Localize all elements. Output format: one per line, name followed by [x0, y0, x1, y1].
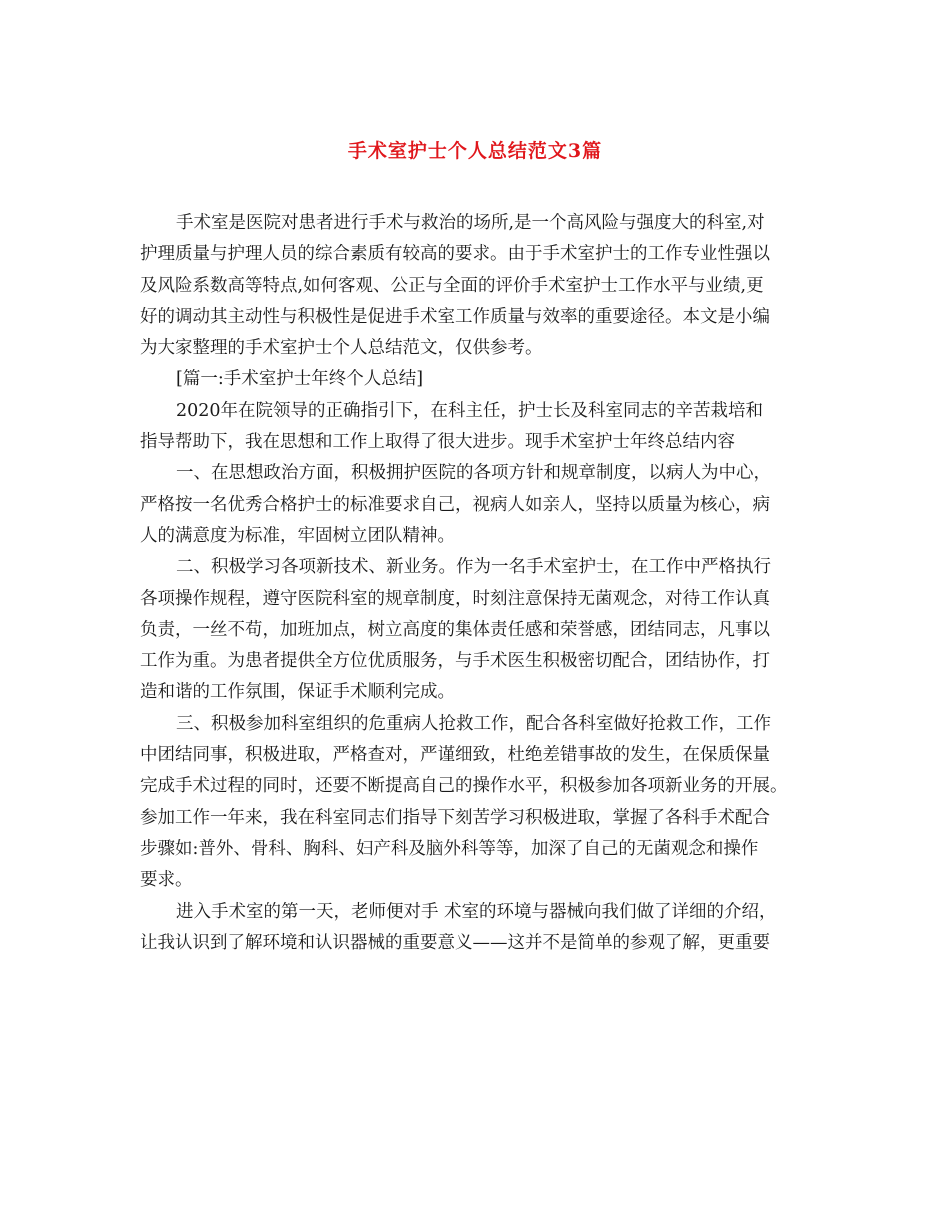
body-line: 要求。 — [140, 870, 193, 891]
body-line: 及风险系数高等特点,如何客观、公正与全面的评价手术室护士工作水平与业绩,更 — [140, 275, 764, 296]
body-line: 二、积极学习各项新技术、新业务。作为一名手术室护士，在工作中严格执行 — [176, 557, 771, 578]
body-line: 好的调动其主动性与积极性是促进手术室工作质量与效率的重要途径。本文是小编 — [140, 306, 770, 327]
body-line: 护理质量与护理人员的综合素质有较高的要求。由于手术室护士的工作专业性强以 — [140, 244, 770, 265]
body-line: 工作为重。为患者提供全方位优质服务，与手术医生积极密切配合，团结协作，打 — [140, 651, 770, 672]
body-line: 造和谐的工作氛围，保证手术顺利完成。 — [140, 682, 455, 703]
body-line: 严格按一名优秀合格护士的标准要求自己，视病人如亲人，坚持以质量为核心，病 — [140, 494, 770, 515]
document-body — [140, 208, 812, 959]
body-line: [篇一:手术室护士年终个人总结] — [176, 369, 424, 390]
body-line: 2020年在院领导的正确指引下，在科主任，护士长及科室同志的辛苦栽培和 — [176, 400, 764, 421]
body-line: 参加工作一年来，我在科室同志们指导下刻苦学习积极进取，掌握了各科手术配合 — [140, 807, 770, 828]
body-line: 人的满意度为标准，牢固树立团队精神。 — [140, 525, 455, 546]
body-line: 中团结同事，积极进取，严格查对，严谨细致，杜绝差错事故的发生，在保质保量 — [140, 745, 770, 766]
body-line: 完成手术过程的同时，还要不断提高自己的操作水平，积极参加各项新业务的开展。 — [140, 776, 788, 797]
body-line: 各项操作规程，遵守医院科室的规章制度，时刻注意保持无菌观念，对待工作认真 — [140, 588, 770, 609]
body-line: 进入手术室的第一天，老师便对手 术室的环境与器械向我们做了详细的介绍， — [176, 901, 777, 922]
document-title: 手术室护士个人总结范文3篇 — [347, 140, 603, 162]
body-line: 步骤如:普外、骨科、胸科、妇产科及脑外科等等，加深了自己的无菌观念和操作 — [140, 838, 759, 859]
body-line: 三、积极参加科室组织的危重病人抢救工作，配合各科室做好抢救工作，工作 — [176, 713, 771, 734]
body-line: 一、在思想政治方面，积极拥护医院的各项方针和规章制度，以病人为中心， — [176, 463, 771, 484]
body-line: 让我认识到了解环境和认识器械的重要意义——这并不是简单的参观了解，更重要 — [140, 932, 770, 953]
body-line: 为大家整理的手术室护士个人总结范文，仅供参考。 — [140, 338, 543, 359]
body-line: 指导帮助下，我在思想和工作上取得了很大进步。现手术室护士年终总结内容 — [140, 432, 735, 453]
body-line: 负责，一丝不苟，加班加点，树立高度的集体责任感和荣誉感，团结同志，凡事以 — [140, 619, 770, 640]
body-line: 手术室是医院对患者进行手术与救治的场所,是一个高风险与强度大的科室,对 — [176, 213, 765, 233]
